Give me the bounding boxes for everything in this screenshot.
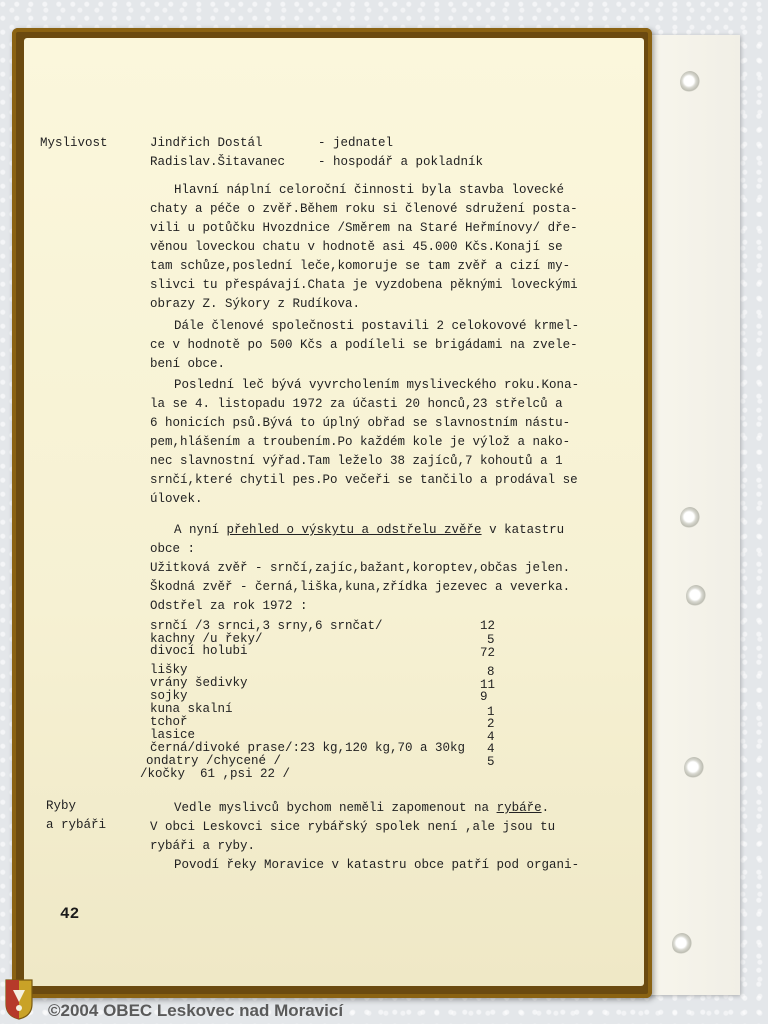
cull-item: černá/divoké prase/:23 kg,120 kg,70 a 30kg — [150, 741, 466, 755]
cull-qty: 1 — [487, 705, 495, 719]
paragraph-line: srnčí,které chytil pes.Po večeři se tančilo a prodával se — [150, 473, 578, 487]
paragraph-line: Dále členové společnosti postavili 2 celokovové krmel- — [174, 319, 580, 333]
coat-of-arms-icon — [4, 978, 34, 1020]
margin-label-a-rybari: a rybáři — [46, 818, 107, 832]
paragraph-line: bení obce. — [150, 357, 226, 371]
cull-item: tchoř — [150, 715, 188, 729]
paragraph-line: tam schůze,poslední leče,komoruje se tam zvěř a cizí my- — [150, 259, 571, 273]
paragraph-line: vili u potůčku Hvozdnice /Směrem na Staré Heřmínovy/ dře- — [150, 221, 578, 235]
cull-item: lišky — [150, 663, 188, 677]
cull-item: kuna skalní — [150, 702, 233, 716]
member-name: Jindřich Dostál — [150, 136, 263, 150]
cull-qty: 2 — [487, 717, 495, 731]
margin-label-ryby: Ryby — [46, 799, 77, 813]
game-useful-line: Užitková zvěř - srnčí,zajíc,bažant,koroptev,občas jelen. — [150, 561, 571, 575]
cull-item: vrány šedivky — [150, 676, 248, 690]
cull-item: lasice — [150, 728, 196, 742]
cull-item: ondatry /chycené / — [146, 754, 282, 768]
fishing-prefix: Vedle myslivců bychom neměli zapomenout na — [174, 801, 497, 815]
overview-heading-line — [174, 521, 564, 540]
fishing-line — [174, 799, 549, 818]
cull-qty: 9 — [480, 690, 488, 704]
margin-label-myslivost: Myslivost — [40, 136, 108, 150]
cull-qty: 5 — [487, 755, 495, 769]
paragraph-line: nec slavnostní výřad.Tam leželo 38 zajíců,7 kohoutů a 1 — [150, 454, 563, 468]
member-role: - hospodář a pokladník — [318, 155, 484, 169]
overview-suffix: v katastru — [481, 523, 565, 537]
paragraph-line: 6 honicích psů.Bývá to úplný obřad se slavnostním nástu- — [150, 416, 571, 430]
paragraph-line: la se 4. listopadu 1972 za účasti 20 honců,23 střelců a — [150, 397, 563, 411]
game-pest-line: Škodná zvěř - černá,liška,kuna,zřídka jezevec a veverka. — [150, 580, 571, 594]
paragraph-line: obrazy Z. Sýkory z Rudíkova. — [150, 297, 361, 311]
paragraph-line: úlovek. — [150, 492, 203, 506]
cull-item: divocí holubi — [150, 644, 248, 658]
cull-heading: Odstřel za rok 1972 : — [150, 599, 308, 613]
cull-qty: 72 — [480, 646, 496, 660]
paragraph-line: věnou loveckou chatu v hodnotě asi 45.000 Kčs.Konají se — [150, 240, 563, 254]
cull-qty: 4 — [487, 742, 495, 756]
page-number: 42 — [60, 905, 80, 923]
paragraph-line: slivci tu přespávají.Chata je vyzdobena pěknými loveckými — [150, 278, 578, 292]
cull-qty: 5 — [487, 633, 495, 647]
overview-prefix: A nyní — [174, 523, 227, 537]
cull-qty: 4 — [487, 730, 495, 744]
member-role: - jednatel — [318, 136, 394, 150]
cull-qty: 12 — [480, 619, 496, 633]
copyright-text: ©2004 OBEC Leskovec nad Moravicí — [48, 1001, 344, 1020]
paragraph-line: obce : — [150, 542, 196, 556]
fishing-line: rybáři a ryby. — [150, 839, 256, 853]
paragraph-line: Hlavní náplní celoroční činnosti byla stavba lovecké — [174, 183, 565, 197]
paragraph-line: Poslední leč bývá vyvrcholením mysliveckého roku.Kona- — [174, 378, 580, 392]
cull-qty: 11 — [480, 678, 496, 692]
fishing-line: Povodí řeky Moravice v katastru obce patří pod organi- — [174, 858, 580, 872]
paragraph-line: ce v hodnotě po 500 Kčs a podíleli se brigádami na zvele- — [150, 338, 578, 352]
cull-item: srnčí /3 srnci,3 srny,6 srnčat/ — [150, 619, 383, 633]
fishing-underlined: rybáře — [496, 801, 542, 815]
cull-qty: 8 — [487, 665, 495, 679]
overview-underlined: přehled o výskytu a odstřelu zvěře — [226, 523, 482, 537]
fishing-line: V obci Leskovci sice rybářský spolek není ,ale jsou tu — [150, 820, 556, 834]
member-name: Radislav.Šitavanec — [150, 155, 286, 169]
paragraph-line: pem,hlášením a troubením.Po každém kole je výlož a nako- — [150, 435, 571, 449]
cull-item: kachny /u řeky/ — [150, 632, 263, 646]
paragraph-line: chaty a péče o zvěř.Během roku si členové sdružení posta- — [150, 202, 578, 216]
cull-item: sojky — [150, 689, 188, 703]
fishing-suffix: . — [541, 801, 550, 815]
cull-item: /kočky 61 ,psi 22 / — [140, 767, 291, 781]
